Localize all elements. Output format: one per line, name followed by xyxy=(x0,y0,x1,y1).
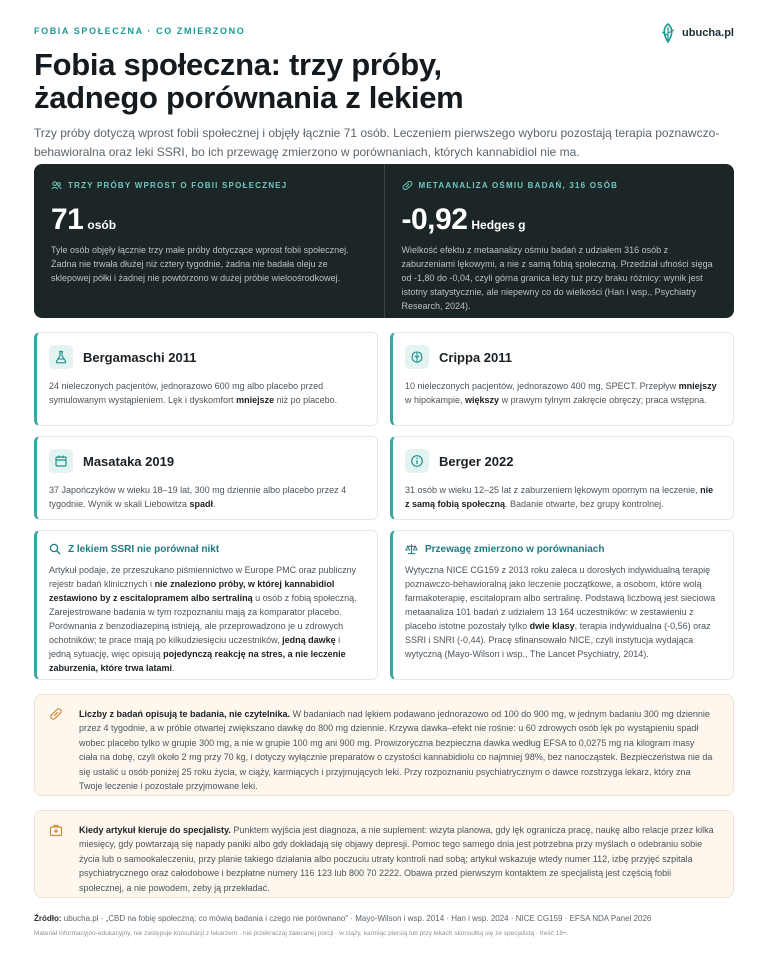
card-text: Artykuł podaje, że przeszukano piśmiennictwo w Europe PMC oraz publiczny rejestr badań klinicznych i nie znaleziono próby, w której kannabidiol zestawiono by z escitalopramem albo sertraliną u osób z fobią społeczną. Zarejestrowane badania w tym rozpoznaniu mają za komparator placebo. Porównania z benzodiazepiną istnieją, ale przeprowadzono je u zdrowych ochotników; te prace mają po kilkudziesięciu uczestników, jedną dawkę i jedną sytuację, więc opisują pojedynczą reakcję na stres, a nie leczenie zaburzenia, które trwa latami. xyxy=(49,565,357,673)
pill-icon xyxy=(49,707,63,726)
stat-trials xyxy=(34,164,384,318)
disclaimer: Materiał informacyjno-edukacyjny, nie zastępuje konsultacji z lekarzem · nie przekraczaj zalecanej porcji · w ciąży, karmiąc piersią lub przy lekach skonsultuj się ze specjalistą · treść 18+. xyxy=(34,930,569,937)
pill-icon xyxy=(402,180,413,191)
ssri-comparison-card xyxy=(34,530,378,680)
footer xyxy=(34,914,734,937)
medical-kit-icon xyxy=(49,823,63,842)
page-title-line1: Fobia społeczna: trzy próby, xyxy=(34,47,442,82)
note-text: Kiedy artykuł kieruje do specjalisty. Punktem wyjścia jest diagnoza, a nie suplement: wizyta planowa, gdy lęk ogranicza pracę, naukę albo relacje przez kilka miesięcy, gdy powtarzają się napady paniki albo gdy dokładają się objawy depresji. Pomoc tego samego dnia jest potrzebna przy myślach o odebraniu sobie życia lub o samookaleczeniu, przy planie takiego działania albo poczuciu utraty kontroli nad sobą; artykuł wskazuje wtedy numer 112, izbę przyjęć szpitala psychiatrycznego oraz całodobowe i bezpłatne numery 116 123 lub 800 70 2222. Obawa przed pierwszym kontaktem ze specjalistą jest częścią fobii społecznej, a nie powodem, żeby ją przekładać. xyxy=(79,825,714,893)
card-title: Z lekiem SSRI nie porównał nikt xyxy=(68,543,220,555)
card-title: Crippa 2011 xyxy=(439,349,512,365)
card-title: Berger 2022 xyxy=(439,453,514,469)
study-card-crippa xyxy=(390,332,734,426)
info-icon xyxy=(405,449,429,473)
card-text: 31 osób w wieku 12–25 lat z zaburzeniem lękowym opornym na leczenie, nie z samą fobią społeczną. Badanie otwarte, bez grupy kontrolnej. xyxy=(405,485,714,509)
calendar-icon xyxy=(49,449,73,473)
scales-icon xyxy=(405,543,418,555)
card-text: Wytyczna NICE CG159 z 2013 roku zaleca u dorosłych indywidualną terapię poznawczo-behawioralną jako leczenie początkowe, a osobom, które wolą farmakoterapię, escitalopram albo sertralinę. Podstawą liczbową jest sieciowa metaanaliza 101 badań z udziałem 13 164 uczestników: w zestawieniu z placebo istotne pozostały tylko dwie klasy, terapia indywidualna (-0,56) oraz SSRI i SNRI (-0,44). Pracę sfinansowało NICE, czyli instytucja wydająca wytyczną (Mayo-Wilson i wsp., The Lancet Psychiatry, 2014). xyxy=(405,565,716,659)
specialist-note xyxy=(34,810,734,898)
card-text: 10 nieleczonych pacjentów, jednorazowo 400 mg, SPECT. Przepływ mniejszy w hipokampie, większy w prawym tylnym zakręcie obręczy; praca wstępna. xyxy=(405,381,717,405)
stats-panel xyxy=(34,164,734,318)
intro-text: Trzy próby dotyczą wprost fobii społecznej i objęły łącznie 71 osób. Leczeniem pierwszego wyboru pozostają terapia poznawczo-behawioralna oraz leki SSRI, bo ich przewagę zmierzono w porównaniach, których kannabidiol nie ma. xyxy=(34,126,720,159)
stat-value: -0,92 xyxy=(401,203,468,236)
card-title: Masataka 2019 xyxy=(83,453,175,469)
stat-value: 71 xyxy=(51,203,84,236)
page-title xyxy=(34,48,734,114)
study-card-berger xyxy=(390,436,734,520)
header xyxy=(34,26,734,162)
card-title: Bergamaschi 2011 xyxy=(83,349,197,365)
stat-unit: osób xyxy=(87,218,117,232)
card-text: 24 nieleczonych pacjentów, jednorazowo 600 mg albo placebo przed symulowanym wystąpieniem. Lęk i dyskomfort mniejsze niż po placebo. xyxy=(49,381,338,405)
brain-icon xyxy=(405,345,429,369)
stat-unit: Hedges g xyxy=(471,218,526,232)
stat-label: METAANALIZA OŚMIU BADAŃ, 316 OSÓB xyxy=(418,181,619,190)
kicker: FOBIA SPOŁECZNA · CO ZMIERZONO xyxy=(34,26,246,36)
users-icon xyxy=(51,180,62,191)
stat-metaanalysis xyxy=(384,164,735,318)
stat-description: Tyle osób objęły łącznie trzy małe próby dotyczące wprost fobii społecznej. Żadna nie trwała dłużej niż cztery tygodnie, żadna nie badała oleju ze sklepowej półki i żadnej nie powtórzono w dużej próbie wieloośrodkowej. xyxy=(51,245,349,283)
note-text: Liczby z badań opisują te badania, nie czytelnika. W badaniach nad lękiem podawano jednorazowo od 100 do 900 mg, w jednym badaniu 300 mg dziennie przez 4 tygodnie, a w próbie otwartej zwiększano dawkę do 800 mg dziennie. Krzywa dawka–efekt nie rośnie: u 60 zdrowych osób lęk po wystąpieniu spadł wobec placebo tylko w grupie 300 mg, a nie w grupie 100 mg ani 900 mg. Prowizoryczna bezpieczna dawka według EFSA to 0,0275 mg na kilogram masy ciała na dobę, czyli około 2 mg przy 70 kg, i dotyczy wyłącznie preparatów o czystości kannabidiolu co najmniej 98%, bez nanocząstek. Bezpieczeństwa nie da się ustalić u osób poniżej 25 roku życia, w ciąży, karmiących i przyjmujących leki. Przy rozpoznaniu psychiatrycznym o dawce rozstrzyga lekarz, który zna Twoje leczenie i pozostałe przyjmowane leki. xyxy=(79,709,713,792)
stat-label: TRZY PRÓBY WPROST O FOBII SPOŁECZNEJ xyxy=(68,181,288,190)
study-card-bergamaschi xyxy=(34,332,378,426)
dosage-note xyxy=(34,694,734,796)
brand-logo[interactable] xyxy=(658,22,734,44)
flask-icon xyxy=(49,345,73,369)
stat-description: Wielkość efektu z metaanalizy ośmiu badań z udziałem 316 osób z zaburzeniami lękowymi, a nie z samą fobią społeczną. Przedział ufności sięga od -1,80 do -0,04, czyli górna granica leży tuż przy braku różnicy: wynik jest istotny statystycznie, ale niepewny co do wielkości (Han i wsp., Psychiatry Research, 2024). xyxy=(401,245,713,311)
card-title: Przewagę zmierzono w porównaniach xyxy=(425,543,605,555)
page-title-line2: żadnego porównania z lekiem xyxy=(34,80,464,115)
study-card-masataka xyxy=(34,436,378,520)
advantage-card xyxy=(390,530,734,680)
search-icon xyxy=(49,543,61,555)
source-line: Źródło: ubucha.pl · „CBD na fobię społeczną: co mówią badania i czego nie porównano" · Mayo-Wilson i wsp. 2014 · Han i wsp. 2024 · NICE CG159 · EFSA NDA Panel 2026 xyxy=(34,914,652,923)
leaf-logo-icon xyxy=(658,22,678,44)
brand-name: ubucha.pl xyxy=(682,27,734,39)
card-text: 37 Japończyków w wieku 18–19 lat, 300 mg dziennie albo placebo przez 4 tygodnie. Wynik w skali Liebowitza spadł. xyxy=(49,485,347,509)
